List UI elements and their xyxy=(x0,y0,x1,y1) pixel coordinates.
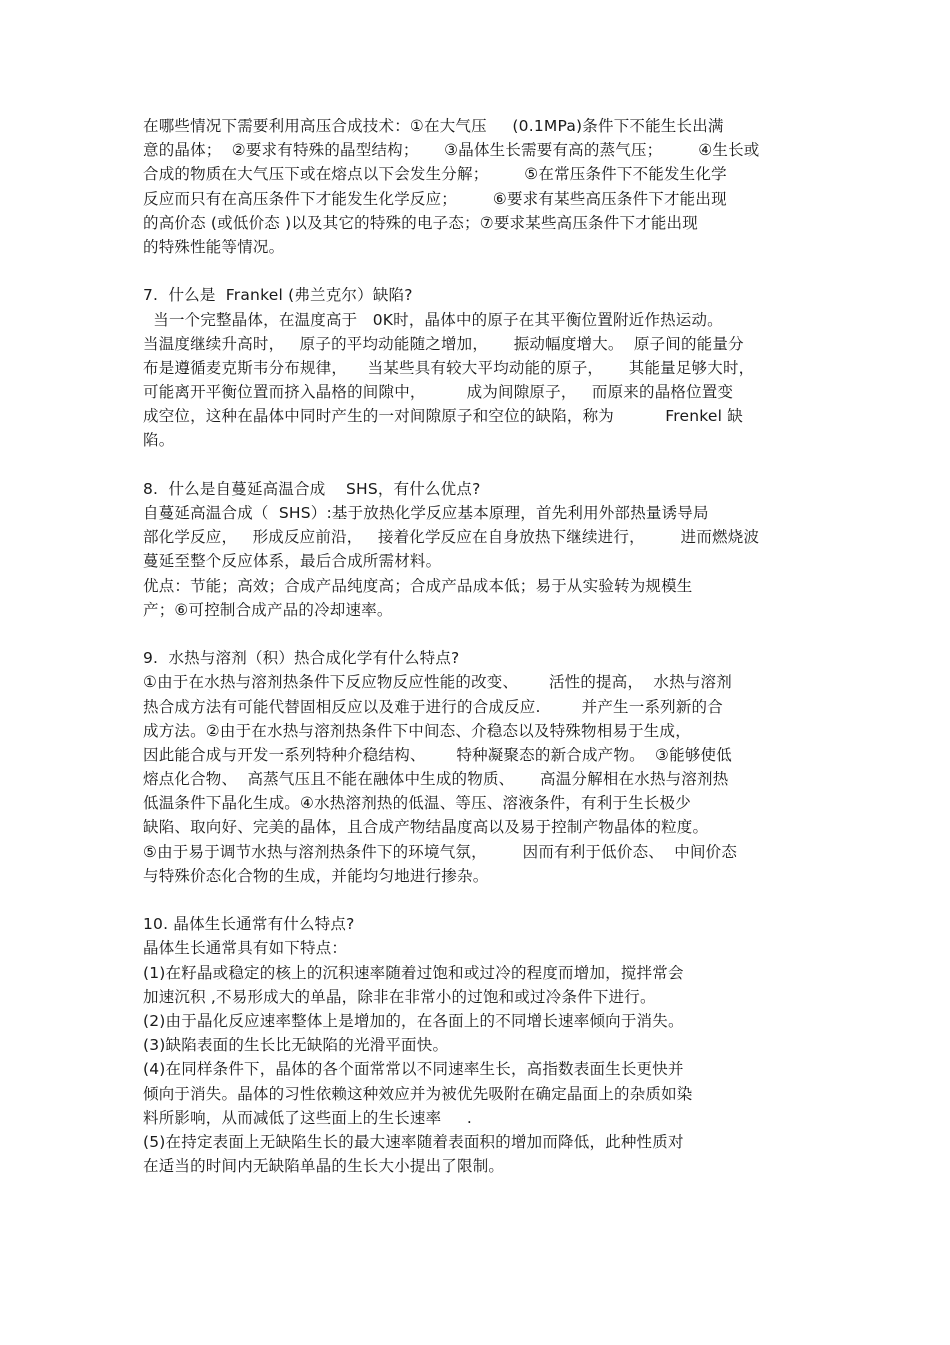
answer-line: 优点：节能；高效；合成产品纯度高；合成产品成本低；易于从实验转为规模生 xyxy=(143,576,693,595)
question-8-heading: 8. 什么是自蔓延高温合成 SHS，有什么优点? xyxy=(143,479,481,498)
answer-line: 加速沉积 ,不易形成大的单晶，除非在非常小的过饱和或过冷条件下进行。 xyxy=(143,987,656,1006)
answer-line: 热合成方法有可能代替固相反应以及难于进行的合成反应. 并产生一系列新的合 xyxy=(143,697,723,716)
question-7-section xyxy=(143,283,823,452)
answer-line: (2)由于晶化反应速率整体上是增加的，在各面上的不同增长速率倾向于消失。 xyxy=(143,1011,684,1030)
answer-line: 倾向于消失。晶体的习性依赖这种效应并为被优先吸附在确定晶面上的杂质如染 xyxy=(143,1084,693,1103)
answer-line: (1)在籽晶或稳定的核上的沉积速率随着过饱和或过冷的程度而增加，搅拌常会 xyxy=(143,963,684,982)
answer-line: 与特殊价态化合物的生成，并能均匀地进行掺杂。 xyxy=(143,866,489,885)
intro-line: 的高价态 (或低价态 )以及其它的特殊的电子态；⑦要求某些高压条件下才能出现 xyxy=(143,213,698,232)
answer-line: 缺陷、取向好、完美的晶体，且合成产物结晶度高以及易于控制产物晶体的粒度。 xyxy=(143,818,709,837)
answer-line: ①由于在水热与溶剂热条件下反应物反应性能的改变、 活性的提高， 水热与溶剂 xyxy=(143,673,732,692)
paragraph-gap xyxy=(143,259,823,283)
question-10-section xyxy=(143,912,823,1178)
answer-line: (4)在同样条件下，晶体的各个面常常以不同速率生长，高指数表面生长更快并 xyxy=(143,1060,684,1079)
question-9-section xyxy=(143,646,823,888)
answer-line: (3)缺陷表面的生长比无缺陷的光滑平面快。 xyxy=(143,1036,449,1055)
question-7-heading: 7. 什么是 Frankel (弗兰克尔）缺陷? xyxy=(143,286,413,305)
answer-line: 产；⑥可控制合成产品的冷却速率。 xyxy=(143,600,393,619)
intro-line: 意的晶体； ②要求有特殊的晶型结构； ③晶体生长需要有高的蒸气压； ④生长或 xyxy=(143,141,760,160)
answer-line: ⑤由于易于调节水热与溶剂热条件下的环境气氛， 因而有利于低价态、 中间价态 xyxy=(143,842,738,861)
answer-line: 自蔓延高温合成（ SHS）:基于放热化学反应基本原理，首先利用外部热量诱导局 xyxy=(143,504,709,522)
intro-paragraph xyxy=(143,114,823,259)
answer-line: 在适当的时间内无缺陷单晶的生长大小提出了限制。 xyxy=(143,1157,505,1176)
paragraph-gap xyxy=(143,453,823,477)
paragraph-gap xyxy=(143,888,823,912)
question-8-section xyxy=(143,477,823,622)
intro-line: 反应而只有在高压条件下才能发生化学反应； ⑥要求有某些高压条件下才能出现 xyxy=(143,189,727,208)
answer-line: 因此能合成与开发一系列特种介稳结构、 特种凝聚态的新合成产物。 ③能够使低 xyxy=(143,745,732,764)
answer-line: 部化学反应， 形成反应前沿， 接着化学反应在自身放热下继续进行， 进而燃烧波 xyxy=(143,528,760,547)
answer-line: 成方法。②由于在水热与溶剂热条件下中间态、介稳态以及特殊物相易于生成， xyxy=(143,721,691,740)
answer-line: 可能离开平衡位置而挤入晶格的间隙中， 成为间隙原子， 而原来的晶格位置变 xyxy=(143,383,734,402)
answer-line: 当一个完整晶体，在温度高于 0K时，晶体中的原子在其平衡位置附近作热运动。 xyxy=(143,310,723,329)
intro-line: 在哪些情况下需要利用高压合成技术：①在大气压 (0.1MPa)条件下不能生长出满 xyxy=(143,117,724,135)
answer-line: 陷。 xyxy=(143,431,175,450)
intro-line: 合成的物质在大气压下或在熔点以下会发生分解； ⑤在常压条件下不能发生化学 xyxy=(143,165,727,184)
question-9-heading: 9. 水热与溶剂（积）热合成化学有什么特点? xyxy=(143,649,460,668)
answer-line: 布是遵循麦克斯韦分布规律， 当某些具有较大平均动能的原子， 其能量足够大时， xyxy=(143,358,755,377)
intro-line: 的特殊性能等情况。 xyxy=(143,237,285,256)
answer-line: 当温度继续升高时， 原子的平均动能随之增加， 振动幅度增大。 原子间的能量分 xyxy=(143,334,744,353)
answer-line: 蔓延至整个反应体系，最后合成所需材料。 xyxy=(143,552,442,571)
answer-line: 晶体生长通常具有如下特点： xyxy=(143,939,348,958)
paragraph-gap xyxy=(143,622,823,646)
question-10-heading: 10. 晶体生长通常有什么特点? xyxy=(143,915,355,934)
answer-line: 低温条件下晶化生成。④水热溶剂热的低温、等压、溶液条件，有利于生长极少 xyxy=(143,794,691,813)
answer-line: 成空位，这种在晶体中同时产生的一对间隙原子和空位的缺陷，称为 Frenkel 缺 xyxy=(143,407,743,426)
answer-line: 熔点化合物、 高蒸气压且不能在融体中生成的物质、 高温分解相在水热与溶剂热 xyxy=(143,770,729,789)
answer-line: (5)在持定表面上无缺陷生长的最大速率随着表面积的增加而降低，此种性质对 xyxy=(143,1132,684,1151)
document-body xyxy=(143,114,823,1178)
answer-line: 料所影响，从而减低了这些面上的生长速率 . xyxy=(143,1108,473,1127)
